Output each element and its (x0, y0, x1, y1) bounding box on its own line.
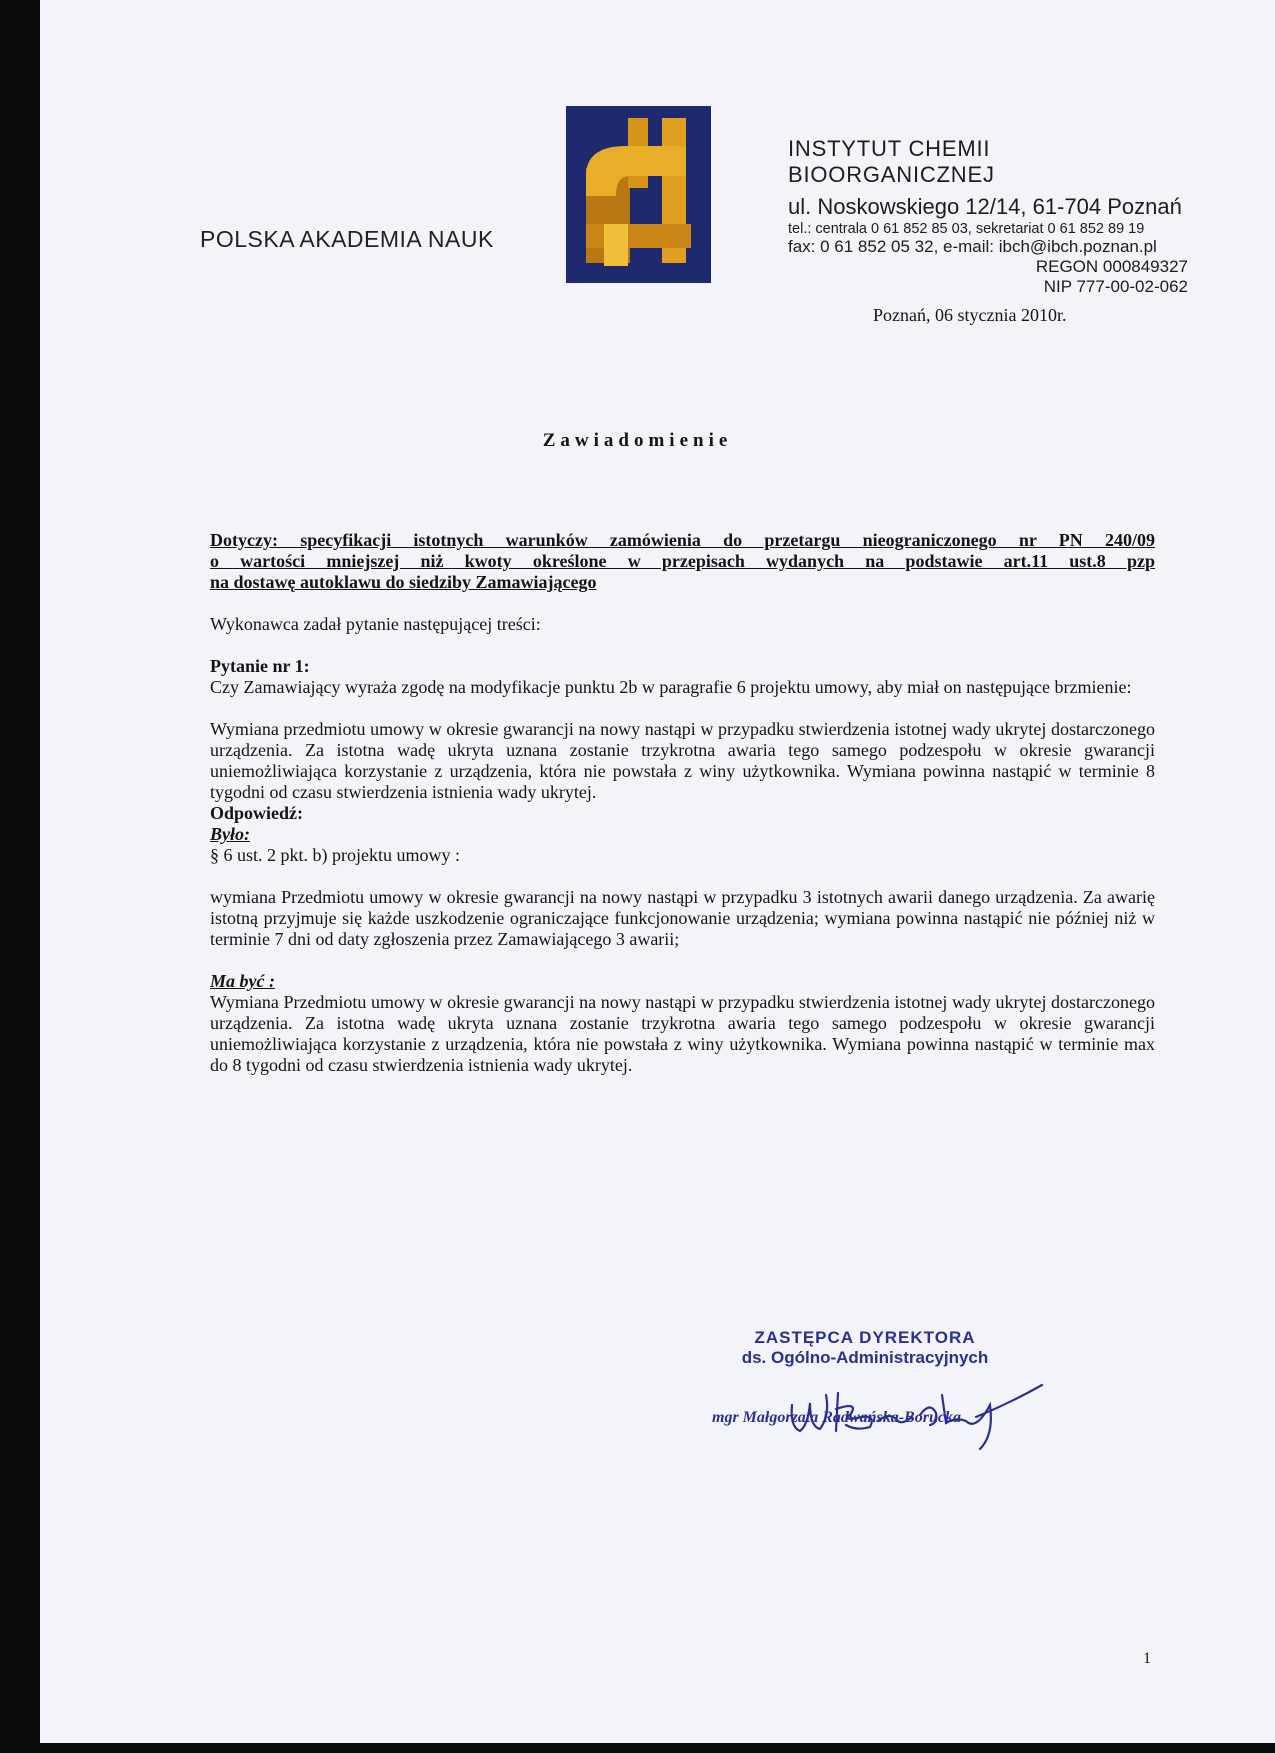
institute-name: INSTYTUT CHEMII BIOORGANICZNEJ (788, 136, 995, 187)
subject-line-3: na dostawę autoklawu do siedziby Zamawiającego (210, 572, 597, 592)
institute-fax-email: fax: 0 61 852 05 32, e-mail: ibch@ibch.poznan.pl (788, 237, 1157, 256)
institute-regon: REGON 000849327 (1035, 257, 1188, 276)
logo-highlight (604, 224, 628, 266)
should-be-text: Wymiana Przedmiotu umowy w okresie gwarancji na nowy nastąpi w przypadku stwierdzenia istotnej wady ukrytej dostarczonego urządzenia. Za istotna wadę ukryta uznana zostanie trzykrotna awaria tego samego podzespołu w okresie gwarancji uniemożliwiająca korzystanie z urządzenia, która nie powstała z winy użytkownika. Wymiana powinna nastąpić w terminie max do 8 tygodni od czasu stwierdzenia istnienia wady ukrytej. (210, 992, 1155, 1075)
subject-block (210, 530, 1155, 593)
subject-line-2: o wartości mniejszej niż kwoty określone w przepisach wydanych na podstawie art.11 ust.8 pzp (210, 551, 1155, 571)
academy-name: POLSKA AKADEMIA NAUK (200, 226, 494, 252)
letter-date: Poznań, 06 stycznia 2010r. (873, 305, 1067, 325)
institute-logo (566, 106, 711, 283)
stamp-subtitle: ds. Ogólno-Administracyjnych (741, 1348, 989, 1367)
intro-text: Wykonawca zadał pytanie następującej treści: (210, 614, 541, 634)
scan-border-bottom (0, 1743, 1275, 1753)
institute-nip: NIP 777-00-02-062 (1043, 277, 1188, 296)
was-label: Było: (210, 824, 250, 844)
question-label: Pytanie nr 1: (210, 656, 310, 676)
institute-phone: tel.: centrala 0 61 852 85 03, sekretariat 0 61 852 89 19 (788, 221, 1145, 237)
institute-info (788, 136, 1188, 297)
subject-line-1: Dotyczy: specyfikacji istotnych warunków zamówienia do przetargu nieograniczonego nr PN 240/09 (210, 530, 1155, 550)
page-number: 1 (1143, 1650, 1151, 1667)
should-be-label: Ma być : (210, 971, 275, 991)
question-proposal: Wymiana przedmiotu umowy w okresie gwarancji na nowy nastąpi w przypadku stwierdzenia istotnej wady ukrytej dostarczonego urządzenia. Za istotna wadę ukryta uznana zostanie trzykrotna awaria tego samego podzespołu w okresie gwarancji uniemożliwiająca korzystanie z urządzenia, która nie powstała z winy użytkownika. Wymiana powinna nastąpić w terminie 8 tygodni od czasu stwierdzenia istnienia wady ukrytej. (210, 719, 1155, 802)
signature-stamp (700, 1328, 1030, 1368)
was-reference: § 6 ust. 2 pkt. b) projektu umowy : (210, 845, 460, 865)
signatory-name: mgr Małgorzata Radwańska-Borucka (712, 1409, 961, 1426)
institute-address: ul. Noskowskiego 12/14, 61-704 Poznań (788, 194, 1182, 219)
document-title: Zawiadomienie (542, 430, 733, 451)
was-text: wymiana Przedmiotu umowy w okresie gwarancji na nowy nastąpi w przypadku 3 istotnych awarii danego urządzenia. Za awarię istotną przyjmuje się każde uszkodzenie ograniczające funkcjonowanie urządzenia; wymiana powinna nastąpić nie później niż w terminie 7 dni od daty zgłoszenia przez Zamawiającego 3 awarii; (210, 887, 1155, 949)
stamp-title: ZASTĘPCA DYREKTORA (754, 1328, 976, 1347)
scan-border-left (0, 0, 40, 1753)
question-text: Czy Zamawiający wyraża zgodę na modyfikacje punktu 2b w paragrafie 6 projektu umowy, aby miał on następujące brzmienie: (210, 677, 1132, 697)
letter-body (210, 530, 1155, 1076)
answer-label: Odpowiedź: (210, 803, 304, 823)
logo-band (586, 224, 691, 248)
